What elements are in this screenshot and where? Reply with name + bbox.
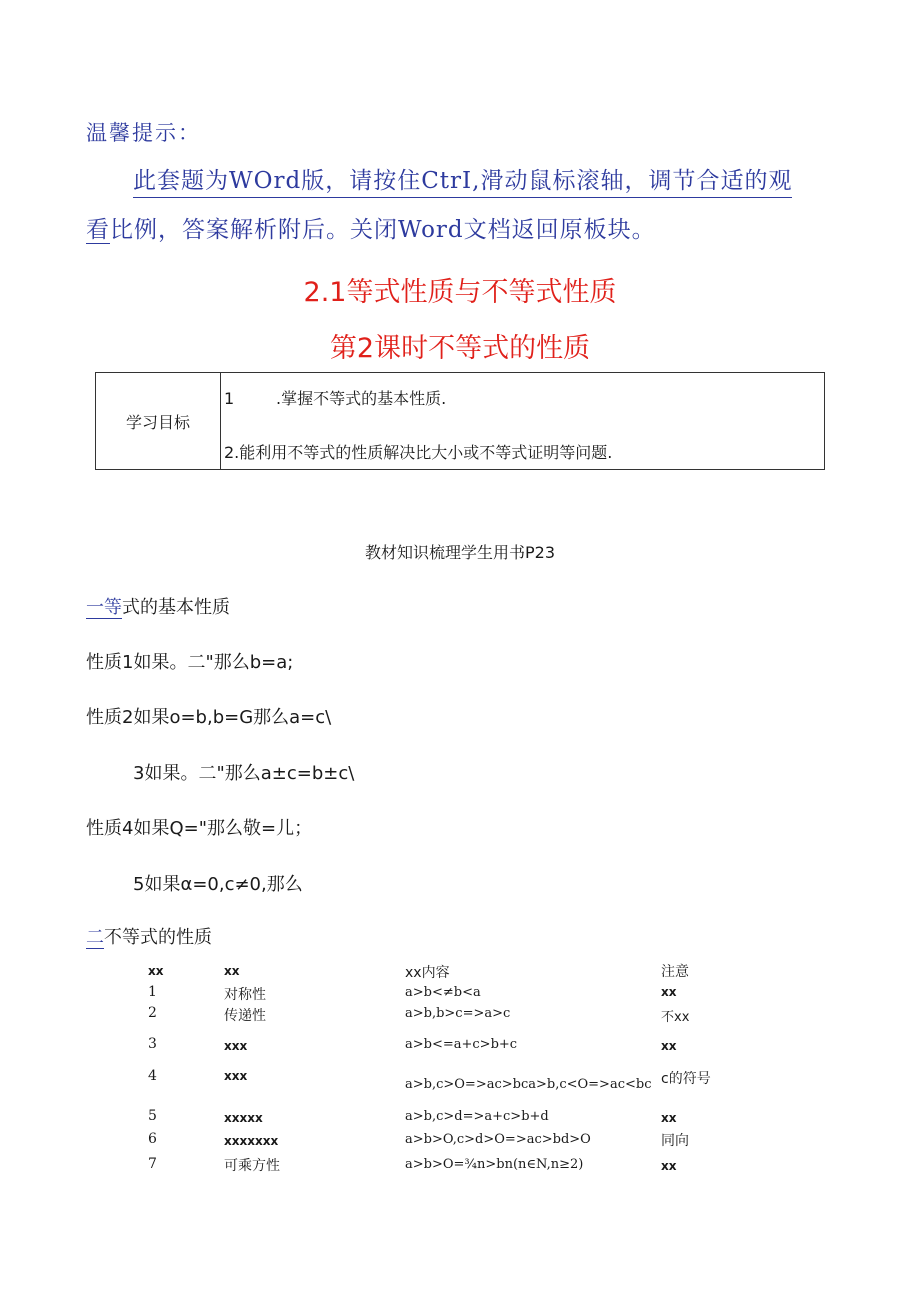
sub-title: 第2课时不等式的性质 xyxy=(329,333,591,364)
table-row-7-name: 可乘方性 xyxy=(224,1158,280,1174)
table-header-content: xx内容 xyxy=(405,965,450,981)
section-title: 教材知识梳理学生用书P23 xyxy=(364,543,555,562)
part1-heading-highlight: 一等 xyxy=(86,597,122,618)
table-row-5-content: a>b,c>d=>a+c>b+d xyxy=(405,1109,549,1124)
table-header-no: xx xyxy=(148,964,164,978)
table-row-2-content: a>b,b>c=>a>c xyxy=(405,1006,511,1021)
part2-heading-rest: 不等式的性质 xyxy=(104,927,212,948)
table-row-1-note: xx xyxy=(661,985,677,999)
tip-line-1: 此套题为WOrd版，请按住CtrI,滑动鼠标滚轴，调节合适的观 xyxy=(133,162,792,198)
table-row-6-content: a>b>O,c>d>O=>ac>bd>O xyxy=(405,1132,591,1147)
table-row-4-note: c的符号 xyxy=(661,1071,711,1087)
tip-line-2-rest: 比例，答案解析附后。关闭Word文档返回原板块。 xyxy=(110,217,656,243)
property-1: 性质1如果。二"那么b=a; xyxy=(86,652,294,673)
table-row-3-name: xxx xyxy=(224,1039,248,1053)
goal-item-1-number: 1 xyxy=(224,389,235,408)
table-header-name: xx xyxy=(224,964,240,978)
tip-line-2-underlined: 看 xyxy=(86,217,110,243)
table-row-4-content: a>b,c>O=>ac>bca>b,c<O=>ac<bc xyxy=(405,1077,652,1092)
table-row-1-content: a>b<≠b<a xyxy=(405,985,481,1000)
tip-label: 温馨提示： xyxy=(86,121,201,145)
table-row-3-content: a>b<=a+c>b+c xyxy=(405,1037,518,1052)
table-row-2-no: 2 xyxy=(148,1005,157,1021)
learning-goals-table xyxy=(95,372,825,470)
table-row-6-no: 6 xyxy=(148,1131,157,1147)
table-row-2-note: 不xx xyxy=(661,1010,690,1025)
table-row-7-content: a>b>O=¾n>bn(n∈N,n≥2) xyxy=(405,1157,584,1172)
table-row-6-note: 同向 xyxy=(661,1133,689,1149)
table-row-4-name: xxx xyxy=(224,1069,248,1083)
property-3: 3如果。二"那么a±c=b±c\ xyxy=(133,763,355,784)
part2-heading xyxy=(86,923,212,949)
tip-line-2 xyxy=(86,211,656,244)
table-row-3-no: 3 xyxy=(148,1036,157,1052)
table-row-5-no: 5 xyxy=(148,1108,157,1124)
part1-heading-rest: 式的基本性质 xyxy=(122,597,230,618)
main-title: 2.1等式性质与不等式性质 xyxy=(303,277,617,308)
table-row-5-name: xxxxx xyxy=(224,1111,263,1125)
property-4: 性质4如果Q="那么敬=儿； xyxy=(86,818,313,839)
learning-goals-label: 学习目标 xyxy=(96,373,221,470)
part2-heading-highlight: 二 xyxy=(86,927,104,948)
table-row-1-name: 对称性 xyxy=(224,987,266,1003)
property-2: 性质2如果o=b,b=G那么a=c\ xyxy=(86,707,332,728)
goal-item-1-text: .掌握不等式的基本性质. xyxy=(276,389,447,408)
table-row-7-note: xx xyxy=(661,1159,677,1173)
part1-heading xyxy=(86,593,230,619)
goal-item-2: 2.能利用不等式的性质解决比大小或不等式证明等问题. xyxy=(224,443,613,462)
table-row-1-no: 1 xyxy=(148,984,157,1000)
table-row-6-name: xxxxxxx xyxy=(224,1134,279,1148)
table-row-7-no: 7 xyxy=(148,1156,157,1172)
table-row-3-note: xx xyxy=(661,1039,677,1053)
table-row-2-name: 传递性 xyxy=(224,1008,266,1024)
table-header-note: 注意 xyxy=(661,964,689,980)
table-row-5-note: xx xyxy=(661,1111,677,1125)
learning-goals-items xyxy=(221,373,825,470)
property-5: 5如果α=0,c≠0,那么 xyxy=(133,874,303,895)
goal-item-1 xyxy=(224,386,446,409)
table-row-4-no: 4 xyxy=(148,1068,157,1084)
